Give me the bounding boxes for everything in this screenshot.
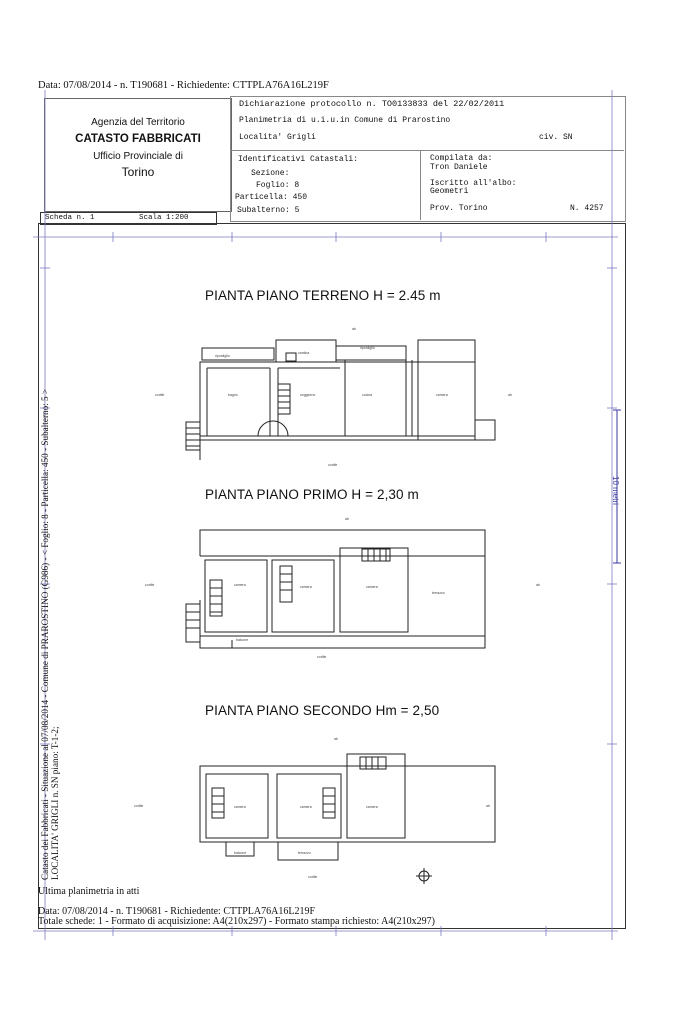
identifiers-title: Identificativi Catastali: (238, 155, 359, 164)
civic-number: civ. SN (539, 133, 573, 142)
footer-ultima: Ultima planimetria in atti (38, 886, 140, 897)
locality: Localita' Grigli (239, 133, 316, 142)
scale-bar-label: 10 metri (611, 476, 620, 505)
plan-title-first: PIANTA PIANO PRIMO H = 2,30 m (205, 487, 419, 502)
svg-text:ab: ab (508, 393, 512, 397)
register-number: N. 4257 (570, 204, 604, 213)
svg-text:camera: camera (300, 805, 312, 809)
svg-text:camera: camera (366, 585, 378, 589)
svg-text:cortile: cortile (308, 875, 318, 879)
side-caption (40, 389, 60, 880)
identifier-foglio: Foglio: 8 (256, 181, 300, 190)
compiler-label: Compilata da: (430, 154, 493, 163)
svg-text:cortile: cortile (317, 655, 327, 659)
footer-schede: Totale schede: 1 - Formato di acquisizione: A4(210x297) - Formato stampa richiesto: A4(210x297) (38, 916, 435, 927)
side-caption-line2: LOCALITA' GRIGLI n. SN piano: T-1-2; (50, 726, 60, 880)
svg-text:cortile: cortile (145, 583, 155, 587)
footer-data: Data: 07/08/2014 - n. T190681 - Richiedente: CTTPLA76A16L219F (38, 906, 316, 917)
identifier-sezione: Sezione: (251, 169, 290, 178)
svg-text:terrazzo: terrazzo (432, 591, 445, 595)
plan-line: Planimetria di u.i.u.in Comune di Prarostino (239, 116, 451, 125)
svg-text:ab: ab (345, 517, 349, 521)
plan-title-ground: PIANTA PIANO TERRENO H = 2.45 m (205, 288, 441, 303)
identifier-particella: Particella: 450 (235, 193, 308, 202)
svg-text:ab: ab (334, 737, 338, 741)
svg-text:camera: camera (436, 393, 448, 397)
register-value: Geometri (430, 187, 469, 196)
svg-text:cortile: cortile (134, 804, 144, 808)
svg-text:balcone: balcone (236, 638, 249, 642)
svg-text:cortile: cortile (155, 393, 165, 397)
svg-text:ripostiglio: ripostiglio (215, 354, 230, 358)
agency-name: Agenzia del Territorio (91, 117, 185, 128)
svg-text:balcone: balcone (234, 851, 247, 855)
svg-text:ripostiglio: ripostiglio (360, 346, 375, 350)
top-info-line: Data: 07/08/2014 - n. T190681 - Richiedente: CTTPLA76A16L219F (38, 80, 329, 91)
register-label: Iscritto all'albo: (430, 179, 517, 188)
agency-city: Torino (121, 165, 155, 179)
svg-text:cucina: cucina (362, 393, 373, 397)
province: Prov. Torino (430, 204, 488, 213)
svg-text:camera: camera (300, 585, 312, 589)
svg-text:camera: camera (234, 583, 246, 587)
scheda-label: Scheda n. 1 (45, 214, 95, 222)
scale-label: Scala 1:200 (139, 214, 189, 222)
svg-text:cantina: cantina (298, 351, 310, 355)
svg-text:terrazzo: terrazzo (298, 851, 311, 855)
compiler-name: Tron Daniele (430, 163, 488, 172)
side-caption-line1: Catasto dei Fabbricati - Situazione al 07/08/2014 - Comune di PRAROSTINO (G986) - < Foglio: 8 - Particella: 450 - Subalterno: 5 > (40, 388, 50, 880)
plan-second-floor (200, 754, 495, 884)
protocol-line: Dichiarazione protocollo n. TO0133833 del 22/02/2011 (239, 99, 505, 109)
plan-title-second: PIANTA PIANO SECONDO Hm = 2,50 (205, 703, 440, 718)
svg-text:cortile: cortile (328, 463, 338, 467)
svg-text:ab: ab (352, 327, 356, 331)
svg-text:bagno: bagno (228, 393, 238, 397)
svg-text:ab: ab (486, 804, 490, 808)
agency-dept: CATASTO FABBRICATI (75, 133, 201, 145)
plan-ground-floor (186, 340, 495, 460)
svg-text:ab: ab (536, 583, 540, 587)
svg-text:camera: camera (366, 805, 378, 809)
svg-text:soggiorno: soggiorno (300, 393, 316, 397)
identifier-subalterno: Subalterno: 5 (237, 206, 300, 215)
svg-text:camera: camera (234, 805, 246, 809)
plan-first-floor (186, 530, 485, 648)
agency-office: Ufficio Provinciale di (93, 151, 183, 162)
